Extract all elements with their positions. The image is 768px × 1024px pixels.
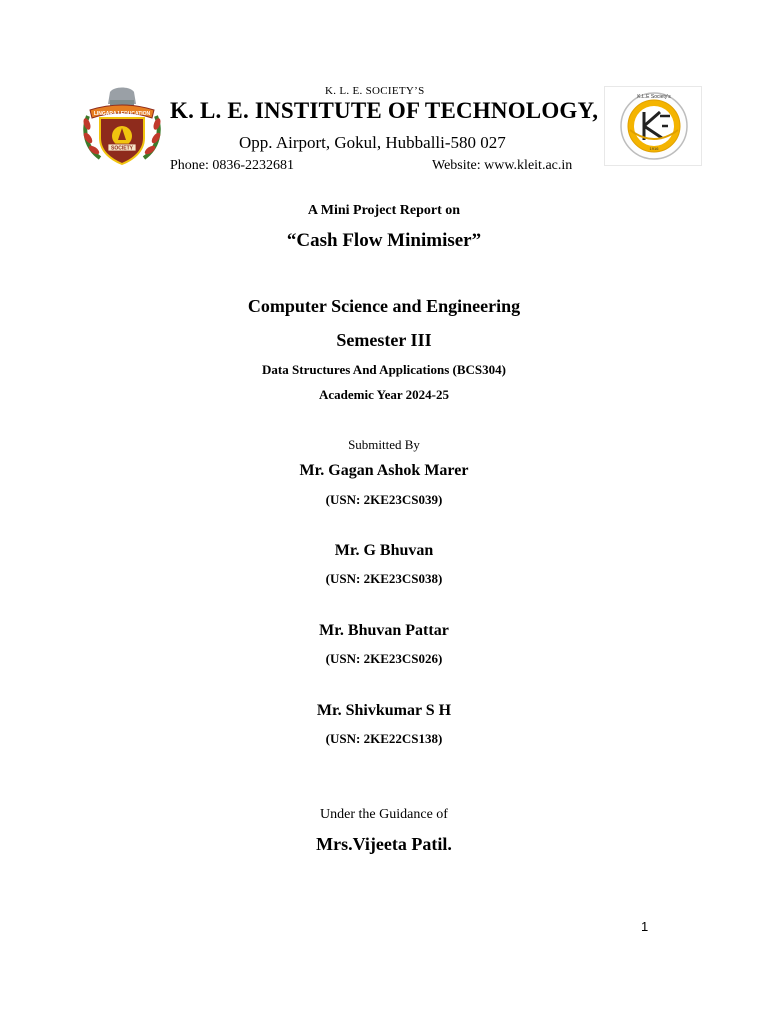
subject: Data Structures And Applications (BCS304) [262, 362, 506, 377]
institute-phone: Phone: 0836-2232681 [170, 158, 295, 173]
institute-address: Opp. Airport, Gokul, Hubballi-580 027 [239, 133, 506, 152]
institute-website: Website: www.kleit.ac.in [432, 158, 573, 173]
member-usn: (USN: 2KE23CS039) [325, 492, 443, 507]
kle-society-crest-logo [80, 86, 164, 168]
semester: Semester III [336, 330, 432, 350]
svg-text:LINGARAJ EDUCATION: LINGARAJ EDUCATION [93, 111, 151, 117]
report-label: A Mini Project Report on [307, 203, 461, 218]
svg-text:SOCIETY: SOCIETY [111, 145, 133, 152]
member-name: Mr. Gagan Ashok Marer [299, 462, 469, 479]
guidance-label: Under the Guidance of [320, 807, 448, 822]
department: Computer Science and Engineering [247, 296, 521, 316]
institute-name: K. L. E. INSTITUTE OF TECHNOLOGY, [170, 98, 599, 123]
guide-name: Mrs.Vijeeta Patil. [316, 834, 452, 854]
logo-year-text: 1916 [649, 146, 659, 151]
member-usn: (USN: 2KE23CS038) [325, 571, 443, 586]
member-name: Mr. Bhuvan Pattar [319, 622, 449, 639]
society-name: K. L. E. SOCIETY’S [325, 85, 425, 97]
project-title: “Cash Flow Minimiser” [286, 230, 482, 251]
submitted-by-label: Submitted By [348, 437, 420, 452]
kleit-institute-logo [604, 86, 702, 166]
member-usn: (USN: 2KE22CS138) [325, 731, 443, 746]
logo-ring-text: K.L.E Society's [637, 94, 671, 100]
member-usn: (USN: 2KE23CS026) [325, 651, 443, 666]
page-number: 1 [641, 919, 649, 934]
member-name: Mr. G Bhuvan [334, 542, 434, 559]
member-name: Mr. Shivkumar S H [316, 702, 452, 719]
academic-year: Academic Year 2024-25 [319, 387, 449, 402]
